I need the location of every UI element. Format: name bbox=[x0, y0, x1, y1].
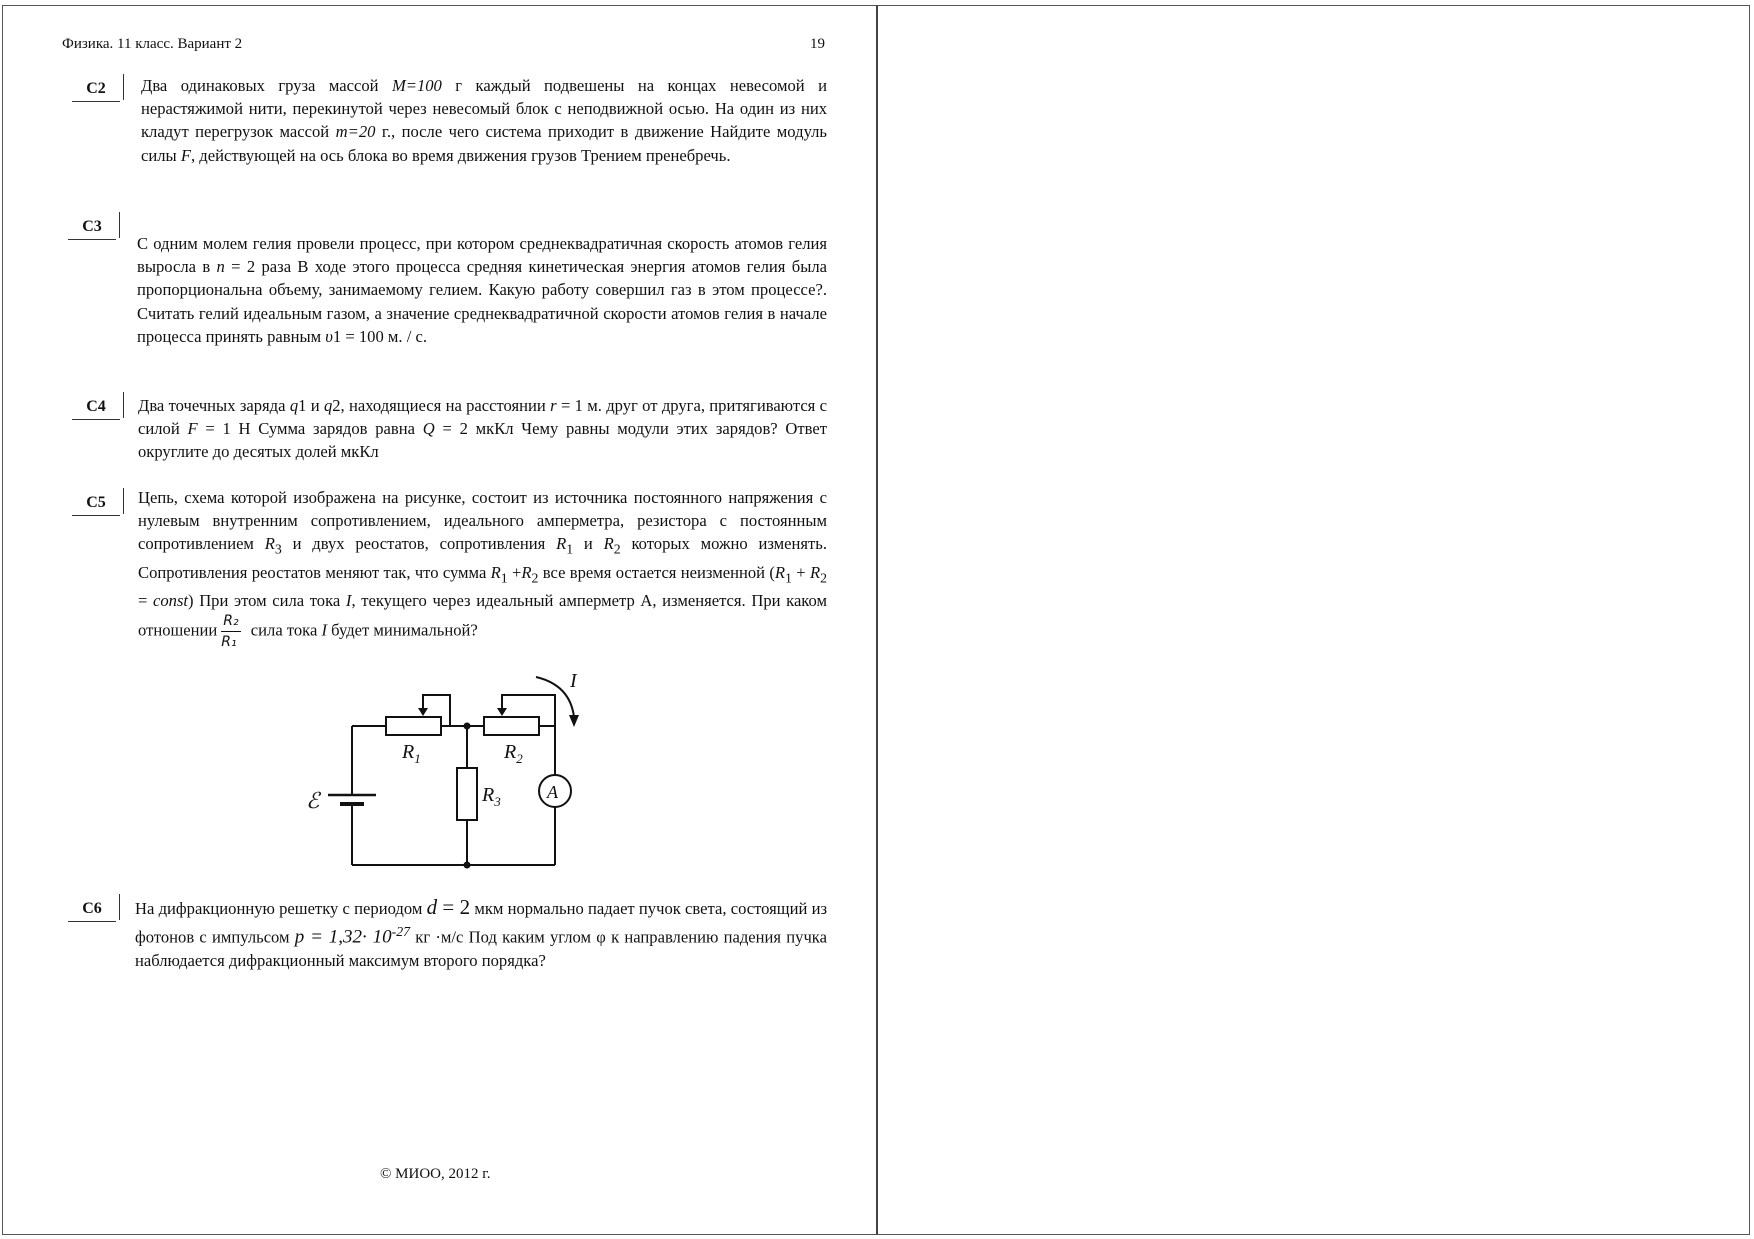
task-label-c5: C5 bbox=[72, 494, 120, 516]
slider-r2-arrow bbox=[497, 708, 507, 716]
footer-copyright: © МИОО, 2012 г. bbox=[380, 1166, 491, 1182]
ratio-fraction: $\frac{\text{R₂}}{\text{R₁}}$ bbox=[221, 612, 239, 650]
slider-r1-wire bbox=[423, 695, 450, 726]
task-label-c2: C2 bbox=[72, 80, 120, 102]
label-emf: ℰ bbox=[306, 788, 320, 813]
page-number: 19 bbox=[810, 36, 825, 52]
task-text-c6: На дифракционную решетку с периодом d = 2 мкм нормально падает пучок света, состоящий из фотонов с импульсом $p = 1,32\cdot 10^{-27}$ кг ·м/с Под каким углом φ к направлению падения пучка наблюдается дифракционный максимум второго порядка? bbox=[135, 895, 828, 970]
task-label-c4: C4 bbox=[72, 398, 120, 420]
task-text-c2: Два одинаковых груза массой M=100 г каждый подвешены на концах невесомой и нерастяжимой нити, перекинутой через невесомый блок с неподвижной осью. На один из них кладут перегрузок массой m=20 г., после чего система приходит в движение Найдите модуль силы F, действующей на ось блока во время движения грузов Трением пренебречь. bbox=[141, 76, 827, 165]
label-ammeter: A bbox=[547, 782, 558, 802]
rheostat-r1 bbox=[386, 717, 441, 735]
label-r2: $R_2$ bbox=[504, 741, 523, 766]
label-r3: $R_3$ bbox=[482, 784, 501, 809]
task-text-c3: С одним молем гелия провели процесс, при котором среднеквадратичная скорость атомов гелия выросла в n = 2 раза В ходе этого процесса средняя кинетическая энергия атомов гелия была пропорциональна объему, занимаемому гелием. Какую работу совершил газ в этом процессе?. Считать гелий идеальным газом, а значение среднеквадратичной скорости атомов гелия в начале процесса принять равным υ1 = 100 м. / с. bbox=[137, 234, 827, 346]
circuit-diagram bbox=[290, 665, 610, 885]
current-arrow-head bbox=[569, 715, 579, 727]
slider-r1-arrow bbox=[418, 708, 428, 716]
label-current: I bbox=[570, 670, 577, 692]
junction-top bbox=[464, 723, 471, 730]
resistor-r3 bbox=[457, 768, 477, 820]
junction-bottom bbox=[464, 862, 471, 869]
page-header: Физика. 11 класс. Вариант 2 bbox=[62, 36, 243, 52]
page-divider bbox=[876, 5, 878, 1235]
task-label-c3: C3 bbox=[68, 218, 116, 240]
rheostat-r2 bbox=[484, 717, 539, 735]
label-r1: $R_1$ bbox=[402, 741, 421, 766]
task-text-c5: Цепь, схема которой изображена на рисунке, состоит из источника постоянного напряжения с нулевым внутренним сопротивлением, идеального амперметра, резистора с постоянным сопротивлением $R_3$ и двух реостатов, сопротивления $R_1$ и $R_2$ которых можно изменять. Сопротивления реостатов меняют так, что сумма $R_1 +R_2$ все время остается неизменной ($R_1 + R_2$ = const) При этом сила тока I, текущего через идеальный амперметр А, изменяется. При каком отношении $\frac{\text{R₂}}{\text{R₁}}$ сила тока I будет минимальной? bbox=[138, 488, 828, 650]
task-label-c6: C6 bbox=[68, 900, 116, 922]
task-text-c4: Два точечных заряда q1 и q2, находящиеся на расстоянии r = 1 м. друг от друга, притягиваются с силой F = 1 Н Сумма зарядов равна Q = 2 мкКл Чему равны модули этих зарядов? Ответ округлите до десятых долей мкКл bbox=[138, 396, 828, 462]
